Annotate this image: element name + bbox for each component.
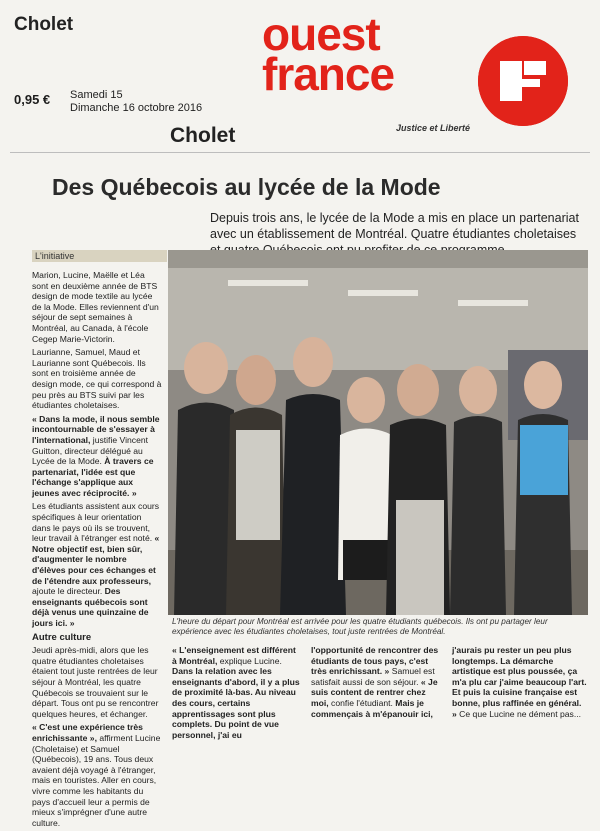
date-line-2: Dimanche 16 octobre 2016 xyxy=(70,102,203,114)
photo-caption: L'heure du départ pour Montréal est arrivée pour les quatre étudiants québecois. Ils ont pu partager leur expérience avec les étudiantes choletaises, tout juste rentrées de Montréal. xyxy=(172,617,548,636)
quote-1: « Dans la mode, il nous semble incontournable de s'essayer à l'international, xyxy=(32,413,160,445)
bottom-text-2: Samuel est satisfait aussi de son séjour. xyxy=(311,666,435,687)
quote-2-attrib: ajoute le directeur. xyxy=(32,586,103,597)
quote-3: « C'est une expérience très enrichissante », xyxy=(32,722,143,743)
date-line-1: Samedi 15 xyxy=(70,89,123,101)
para-4-text: Les étudiants assistent aux cours spécifiques à leur orientation dans le pays où ils se trouvent, leur travail à l'étranger est noté. xyxy=(32,501,160,544)
quote-1b: À travers ce partenariat, l'idée est que l'échange s'applique aux jeunes avec réciprocité. » xyxy=(32,456,154,498)
bottom-column-1 xyxy=(172,645,300,740)
para-3 xyxy=(32,414,162,499)
quote-2b: Des enseignants québecois sont déjà venus une quinzaine de jours ici. » xyxy=(32,586,149,628)
para-5: Jeudi après-midi, alors que les quatre étudiantes choletaises étaient tout juste rentrées de leur séjour à Montréal, les quatre Québecois se trouvaient sur le départ. Tous ont pu se rencontrer quelques heures, et échanger. xyxy=(32,645,159,719)
bottom-quote-3: j'aurais pu rester un peu plus longtemps. La démarche artistique est plus poussée, ça m'a plu car j'aime beaucoup l'art. Et puis la cuisine française est bonne, plus raffinée en général. » xyxy=(452,645,587,719)
quote-2: « Notre objectif est, bien sûr, d'augmenter le nombre d'élèves pour ces échanges et de l'étendre aux professeurs, xyxy=(32,533,160,586)
subhead: Autre culture xyxy=(32,631,92,643)
quote-1-attrib: justifie Vincent Guitton, directeur délégué au Lycée de la Mode. xyxy=(32,434,149,467)
bottom-quote-2c: Mais je commençais à m'épanouir ici, xyxy=(311,697,433,719)
brand-line-2: france xyxy=(262,48,395,100)
city-top: Cholet xyxy=(14,14,74,35)
para-4 xyxy=(32,501,162,628)
brand-logo-icon xyxy=(478,36,568,126)
bottom-text-3: Ce que Lucine ne dément pas... xyxy=(456,708,581,719)
para-6 xyxy=(32,722,162,828)
left-column xyxy=(32,270,162,831)
bottom-column-3 xyxy=(452,645,587,719)
bottom-quote-2: l'opportunité de rencontrer des étudiants de tous pays, c'est très enrichissant. » xyxy=(311,645,439,677)
bottom-attrib-2: confie l'étudiant. xyxy=(328,697,393,708)
price: 0,95 € xyxy=(14,92,51,107)
article-headline: Des Québecois au lycée de la Mode xyxy=(52,174,441,200)
section-city: Cholet xyxy=(170,124,236,147)
bottom-quote-1: « L'enseignement est différent à Montréal, xyxy=(172,645,296,666)
brand-wordmark xyxy=(262,8,462,100)
bottom-attrib-1: explique Lucine. xyxy=(217,655,282,666)
bottom-quote-2b: « Je suis content de rentrer chez moi, xyxy=(311,676,438,708)
bottom-quote-1b: Dans la relation avec les enseignants d'abord, il y a plus de proximité là-bas. Au niveau des cours, certains apprentissages sont plus complets. Du point de vue personnel, j'ai eu xyxy=(172,666,300,740)
tagline: Justice et Liberté xyxy=(396,123,471,133)
article-lead: Depuis trois ans, le lycée de la Mode a mis en place un partenariat avec un établissement de Montréal. Quatre étudiantes choletaises xyxy=(210,211,579,241)
para-6-text: affirment Lucine (Choletaise) et Samuel (Québecois), 19 ans. Tous deux avaient déjà voyagé à l'étranger, mais en touristes. Aller en cours, vivre comme les habitants du pays d'accueil leur a permis de mieux s'imprégner d'une autre culture. xyxy=(32,732,161,828)
brand-line-1: ouest xyxy=(262,8,380,60)
article-photo xyxy=(168,250,588,615)
para-1: Marion, Lucine, Maëlle et Léa sont en deuxième année de BTS design de mode textile au lycée de la Mode. Elles reviennent d'un séjour de sept semaines à Montréal, au Canada, à l'école Cegep Marie-Victorin. xyxy=(32,270,159,344)
section-tag: L'initiative xyxy=(32,250,167,262)
para-2: Laurianne, Samuel, Maud et Laurianne sont Québecois. Ils sont en troisième année de design mode, ce qui correspond à peu près au BTS suivi par les étudiantes choletaises. xyxy=(32,347,162,411)
bottom-column-2 xyxy=(311,645,439,719)
date xyxy=(70,89,202,115)
divider xyxy=(10,152,590,153)
